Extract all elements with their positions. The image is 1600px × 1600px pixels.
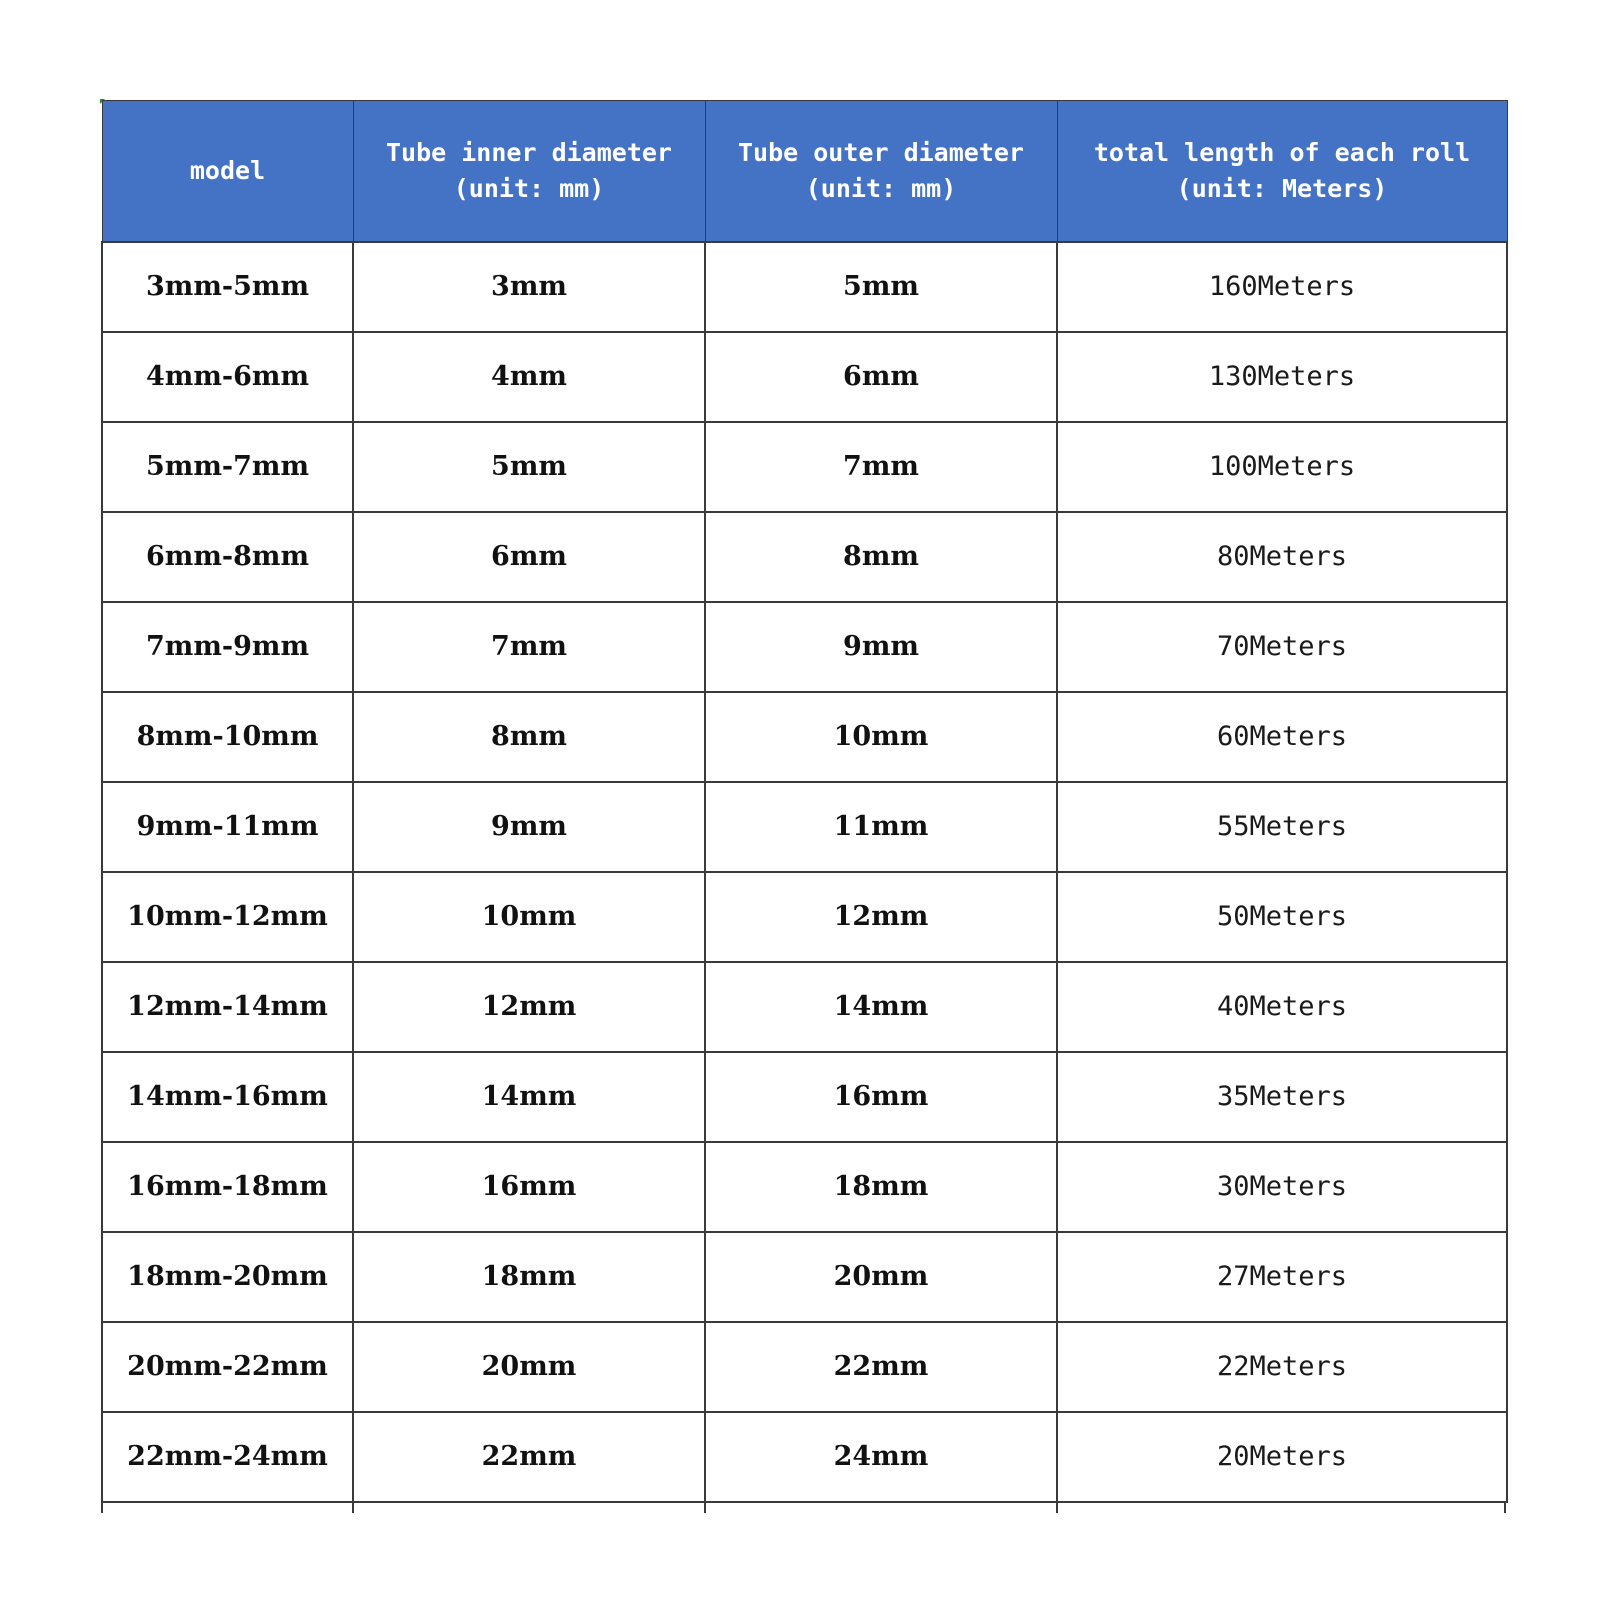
cell-model: 5mm-7mm <box>102 422 353 512</box>
cell-outer-diameter: 18mm <box>705 1142 1057 1232</box>
grid-stub <box>1056 1503 1058 1513</box>
cell-inner-diameter: 6mm <box>353 512 705 602</box>
cell-roll-length: 40Meters <box>1057 962 1507 1052</box>
cell-inner-diameter: 16mm <box>353 1142 705 1232</box>
cell-inner-diameter: 3mm <box>353 242 705 332</box>
cell-model: 9mm-11mm <box>102 782 353 872</box>
table-row <box>102 962 1507 1052</box>
cell-model: 7mm-9mm <box>102 602 353 692</box>
cell-outer-diameter: 22mm <box>705 1322 1057 1412</box>
cell-outer-diameter: 20mm <box>705 1232 1057 1322</box>
header-outer-diameter-line-2: (unit: mm) <box>805 173 957 203</box>
cell-inner-diameter: 14mm <box>353 1052 705 1142</box>
table-row <box>102 782 1507 872</box>
size-spec-table <box>101 100 1508 1503</box>
cell-model: 12mm-14mm <box>102 962 353 1052</box>
cell-model: 8mm-10mm <box>102 692 353 782</box>
cell-inner-diameter: 5mm <box>353 422 705 512</box>
cell-model: 16mm-18mm <box>102 1142 353 1232</box>
table-row <box>102 1322 1507 1412</box>
table-row <box>102 602 1507 692</box>
cell-outer-diameter: 24mm <box>705 1412 1057 1502</box>
cell-outer-diameter: 11mm <box>705 782 1057 872</box>
header-outer-diameter <box>705 101 1057 242</box>
cell-outer-diameter: 8mm <box>705 512 1057 602</box>
table-row <box>102 332 1507 422</box>
header-roll-length-line-1: total length of each roll <box>1093 137 1471 167</box>
cell-outer-diameter: 5mm <box>705 242 1057 332</box>
cell-roll-length: 22Meters <box>1057 1322 1507 1412</box>
cell-roll-length: 30Meters <box>1057 1142 1507 1232</box>
cell-model: 3mm-5mm <box>102 242 353 332</box>
cell-outer-diameter: 12mm <box>705 872 1057 962</box>
header-model-line-1: model <box>189 155 266 185</box>
grid-stub <box>704 1503 706 1513</box>
cell-roll-length: 55Meters <box>1057 782 1507 872</box>
cell-roll-length: 100Meters <box>1057 422 1507 512</box>
table-row <box>102 1052 1507 1142</box>
cell-inner-diameter: 20mm <box>353 1322 705 1412</box>
cell-roll-length: 50Meters <box>1057 872 1507 962</box>
header-inner-diameter-line-2: (unit: mm) <box>453 173 605 203</box>
table-row <box>102 1142 1507 1232</box>
cell-outer-diameter: 10mm <box>705 692 1057 782</box>
cell-outer-diameter: 14mm <box>705 962 1057 1052</box>
grid-stub <box>352 1503 354 1513</box>
header-inner-diameter-line-1: Tube inner diameter <box>386 137 672 167</box>
cell-inner-diameter: 10mm <box>353 872 705 962</box>
cell-model: 10mm-12mm <box>102 872 353 962</box>
table-row <box>102 512 1507 602</box>
table-row <box>102 242 1507 332</box>
cell-roll-length: 35Meters <box>1057 1052 1507 1142</box>
cell-model: 4mm-6mm <box>102 332 353 422</box>
cell-inner-diameter: 9mm <box>353 782 705 872</box>
cell-model: 14mm-16mm <box>102 1052 353 1142</box>
cell-inner-diameter: 22mm <box>353 1412 705 1502</box>
cell-roll-length: 130Meters <box>1057 332 1507 422</box>
cell-inner-diameter: 4mm <box>353 332 705 422</box>
table-row <box>102 872 1507 962</box>
header-inner-diameter <box>353 101 705 242</box>
cell-outer-diameter: 7mm <box>705 422 1057 512</box>
cell-outer-diameter: 9mm <box>705 602 1057 692</box>
header-outer-diameter-line-1: Tube outer diameter <box>738 137 1024 167</box>
cell-roll-length: 27Meters <box>1057 1232 1507 1322</box>
cell-outer-diameter: 6mm <box>705 332 1057 422</box>
cell-roll-length: 20Meters <box>1057 1412 1507 1502</box>
cell-inner-diameter: 7mm <box>353 602 705 692</box>
cell-roll-length: 60Meters <box>1057 692 1507 782</box>
cell-model: 20mm-22mm <box>102 1322 353 1412</box>
spec-sheet <box>101 100 1506 1503</box>
cell-roll-length: 70Meters <box>1057 602 1507 692</box>
header-model <box>102 101 353 242</box>
cell-roll-length: 80Meters <box>1057 512 1507 602</box>
cell-model: 18mm-20mm <box>102 1232 353 1322</box>
header-roll-length <box>1057 101 1507 242</box>
header-row <box>102 101 1507 242</box>
cell-model: 6mm-8mm <box>102 512 353 602</box>
cell-model: 22mm-24mm <box>102 1412 353 1502</box>
table-row <box>102 1412 1507 1502</box>
grid-stub <box>101 1503 103 1513</box>
table-row <box>102 422 1507 512</box>
cell-inner-diameter: 18mm <box>353 1232 705 1322</box>
cell-outer-diameter: 16mm <box>705 1052 1057 1142</box>
grid-stub <box>1504 1503 1506 1513</box>
table-row <box>102 1232 1507 1322</box>
next-row-border-stub <box>101 1503 1506 1513</box>
header-roll-length-line-2: (unit: Meters) <box>1176 173 1388 203</box>
cell-roll-length: 160Meters <box>1057 242 1507 332</box>
cell-inner-diameter: 8mm <box>353 692 705 782</box>
cell-inner-diameter: 12mm <box>353 962 705 1052</box>
table-row <box>102 692 1507 782</box>
